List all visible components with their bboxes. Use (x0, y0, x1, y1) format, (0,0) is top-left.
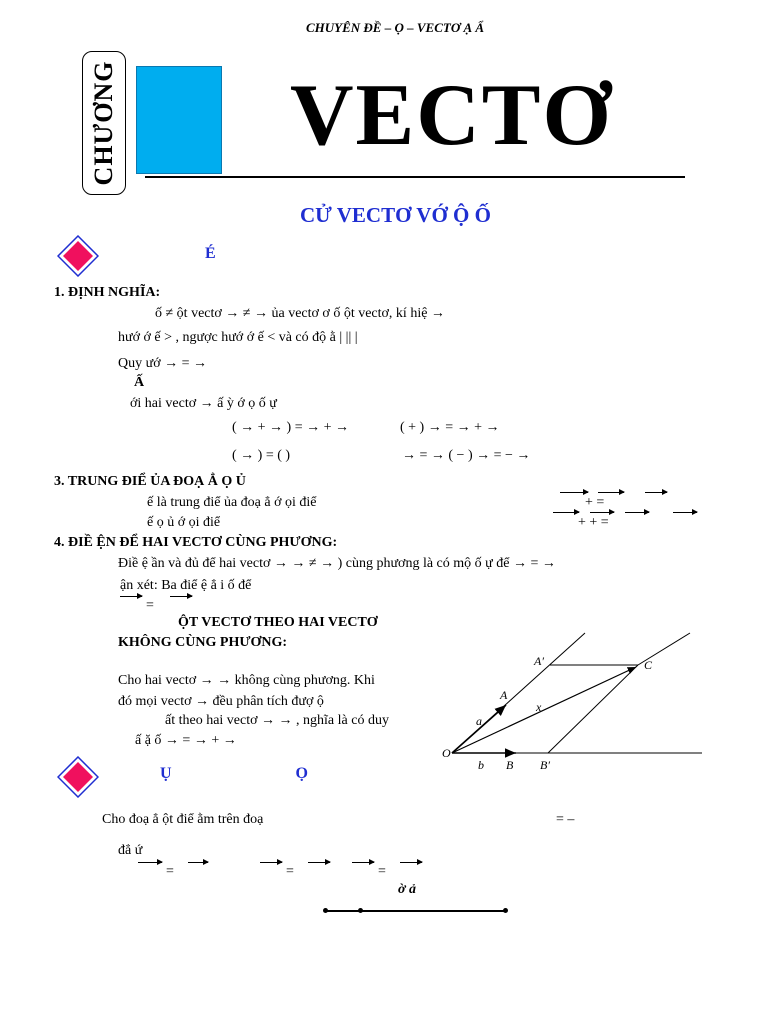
diamond-bullet-icon (57, 756, 99, 798)
midpoint-line-1: ế là trung điể ủa đoạ ẳ ớ ọi điể (147, 495, 317, 510)
vector-arrow (590, 512, 614, 513)
part2-heading: Ụ Ọ (160, 765, 368, 782)
example-formula-3: = (378, 864, 386, 879)
segment-endpoint (323, 908, 328, 913)
chapter-title: VECTƠ (290, 67, 613, 164)
figure-label-O: O (442, 746, 451, 760)
vector-arrow (598, 492, 624, 493)
vector-arrow (625, 512, 649, 513)
vector-arrow (400, 862, 422, 863)
vector-arrow (170, 596, 192, 597)
example-formula-2: = (286, 864, 294, 879)
definition-heading: 1. ĐỊNH NGHĨA: (54, 285, 161, 300)
decompose-heading-2: KHÔNG CÙNG PHƯƠNG: (118, 635, 288, 650)
formula-distributive-right: ( + ) → = → + → (400, 420, 500, 435)
page-header: CHUYÊN ĐỀ – Ọ – VECTƠ Ạ Ẩ (306, 20, 485, 35)
definition-line-2: hướ ớ ế > , ngược hướ ớ ế < và có độ ằ | || | (118, 330, 358, 345)
example-line-1: Cho đoạ ẳ ột điể ằm trên đoạ (102, 812, 264, 827)
decompose-line-3: ất theo hai vectơ → → , nghĩa là có duy (165, 713, 389, 728)
vector-arrow (673, 512, 697, 513)
figure-label-A-prime: A′ (534, 654, 544, 668)
vector-arrow (352, 862, 374, 863)
section-title: CỬ VECTƠ VỚ Ộ Ố (300, 203, 491, 227)
part1-heading: É (205, 245, 216, 262)
figure-label-A: A (500, 688, 508, 702)
decompose-line-1: Cho hai vectơ → → không cùng phương. Khi (118, 673, 375, 688)
definition-line-3: Quy ướ → = → (118, 356, 207, 371)
diamond-bullet-icon (57, 235, 99, 277)
figure-label-B-prime: B′ (540, 758, 550, 772)
formula-associative-right: → = → ( − ) → = − → (402, 448, 531, 463)
collinear-formula: = (146, 598, 154, 613)
vector-arrow (645, 492, 667, 493)
parallelogram-figure (440, 625, 710, 775)
midpoint-line-2: ế ọ ủ ớ ọi điể (147, 515, 221, 530)
figure-line-C-Bprime (548, 665, 638, 753)
midpoint-heading: 3. TRUNG ĐIỂ ỦA ĐOẠ Ẳ Ọ Ủ (54, 474, 246, 489)
figure-label-B: B (506, 758, 514, 772)
solution-label: ờ ả (398, 882, 417, 897)
formula-distributive-left: ( → + → ) = → + → (232, 420, 350, 435)
collinear-line-2: ận xét: Ba điể ệ ẳ i ố để (120, 578, 252, 593)
vector-arrow (260, 862, 282, 863)
definition-line-1: ố ≠ ột vectơ → ≠ → ủa vectơ ơ ố ột vectơ, kí hiệ → (155, 306, 445, 321)
segment-endpoint (503, 908, 508, 913)
decompose-line-4: ấ ặ ố → = → + → (135, 733, 237, 748)
chapter-label: CHƯƠNG (89, 60, 118, 186)
segment-point (358, 908, 363, 913)
midpoint-formula-1: + = (585, 495, 605, 510)
chapter-number-box (136, 66, 222, 174)
formula-associative-left: ( → ) = ( ) (232, 448, 291, 463)
example-line-1-right: = – (556, 812, 575, 827)
midpoint-formula-2: + + = (578, 515, 609, 530)
properties-heading: Ấ (134, 375, 145, 390)
vector-arrow (120, 596, 142, 597)
figure-label-a: a⃗ (476, 714, 492, 728)
figure-label-C: C (644, 658, 653, 672)
chapter-label-box (82, 51, 126, 195)
decompose-line-2: đó mọi vectơ → đều phân tích đượ ộ (118, 694, 324, 709)
segment-diagram (325, 910, 507, 912)
decompose-heading-1: ỘT VECTƠ THEO HAI VECTƠ (178, 615, 378, 630)
collinear-heading: 4. ĐIỀ ỆN ĐỂ HAI VECTƠ CÙNG PHƯƠNG: (54, 535, 338, 550)
vector-arrow (138, 862, 162, 863)
vector-arrow (308, 862, 330, 863)
example-line-2: đẳ ứ (118, 843, 143, 858)
vector-arrow (188, 862, 208, 863)
figure-vector-a (452, 705, 506, 753)
properties-intro: ới hai vectơ → ấ ỳ ớ ọ ố ự (130, 396, 277, 411)
vector-arrow (560, 492, 588, 493)
collinear-line-1: Điề ệ ần và đủ để hai vectơ → → ≠ → ) cùng phương là có mộ ố ự để → = → (118, 556, 556, 571)
figure-label-x: x⃗ (536, 700, 551, 714)
title-underline (145, 176, 685, 178)
example-formula-1: = (166, 864, 174, 879)
figure-label-b: b⃗ (478, 758, 494, 772)
vector-arrow (553, 512, 579, 513)
